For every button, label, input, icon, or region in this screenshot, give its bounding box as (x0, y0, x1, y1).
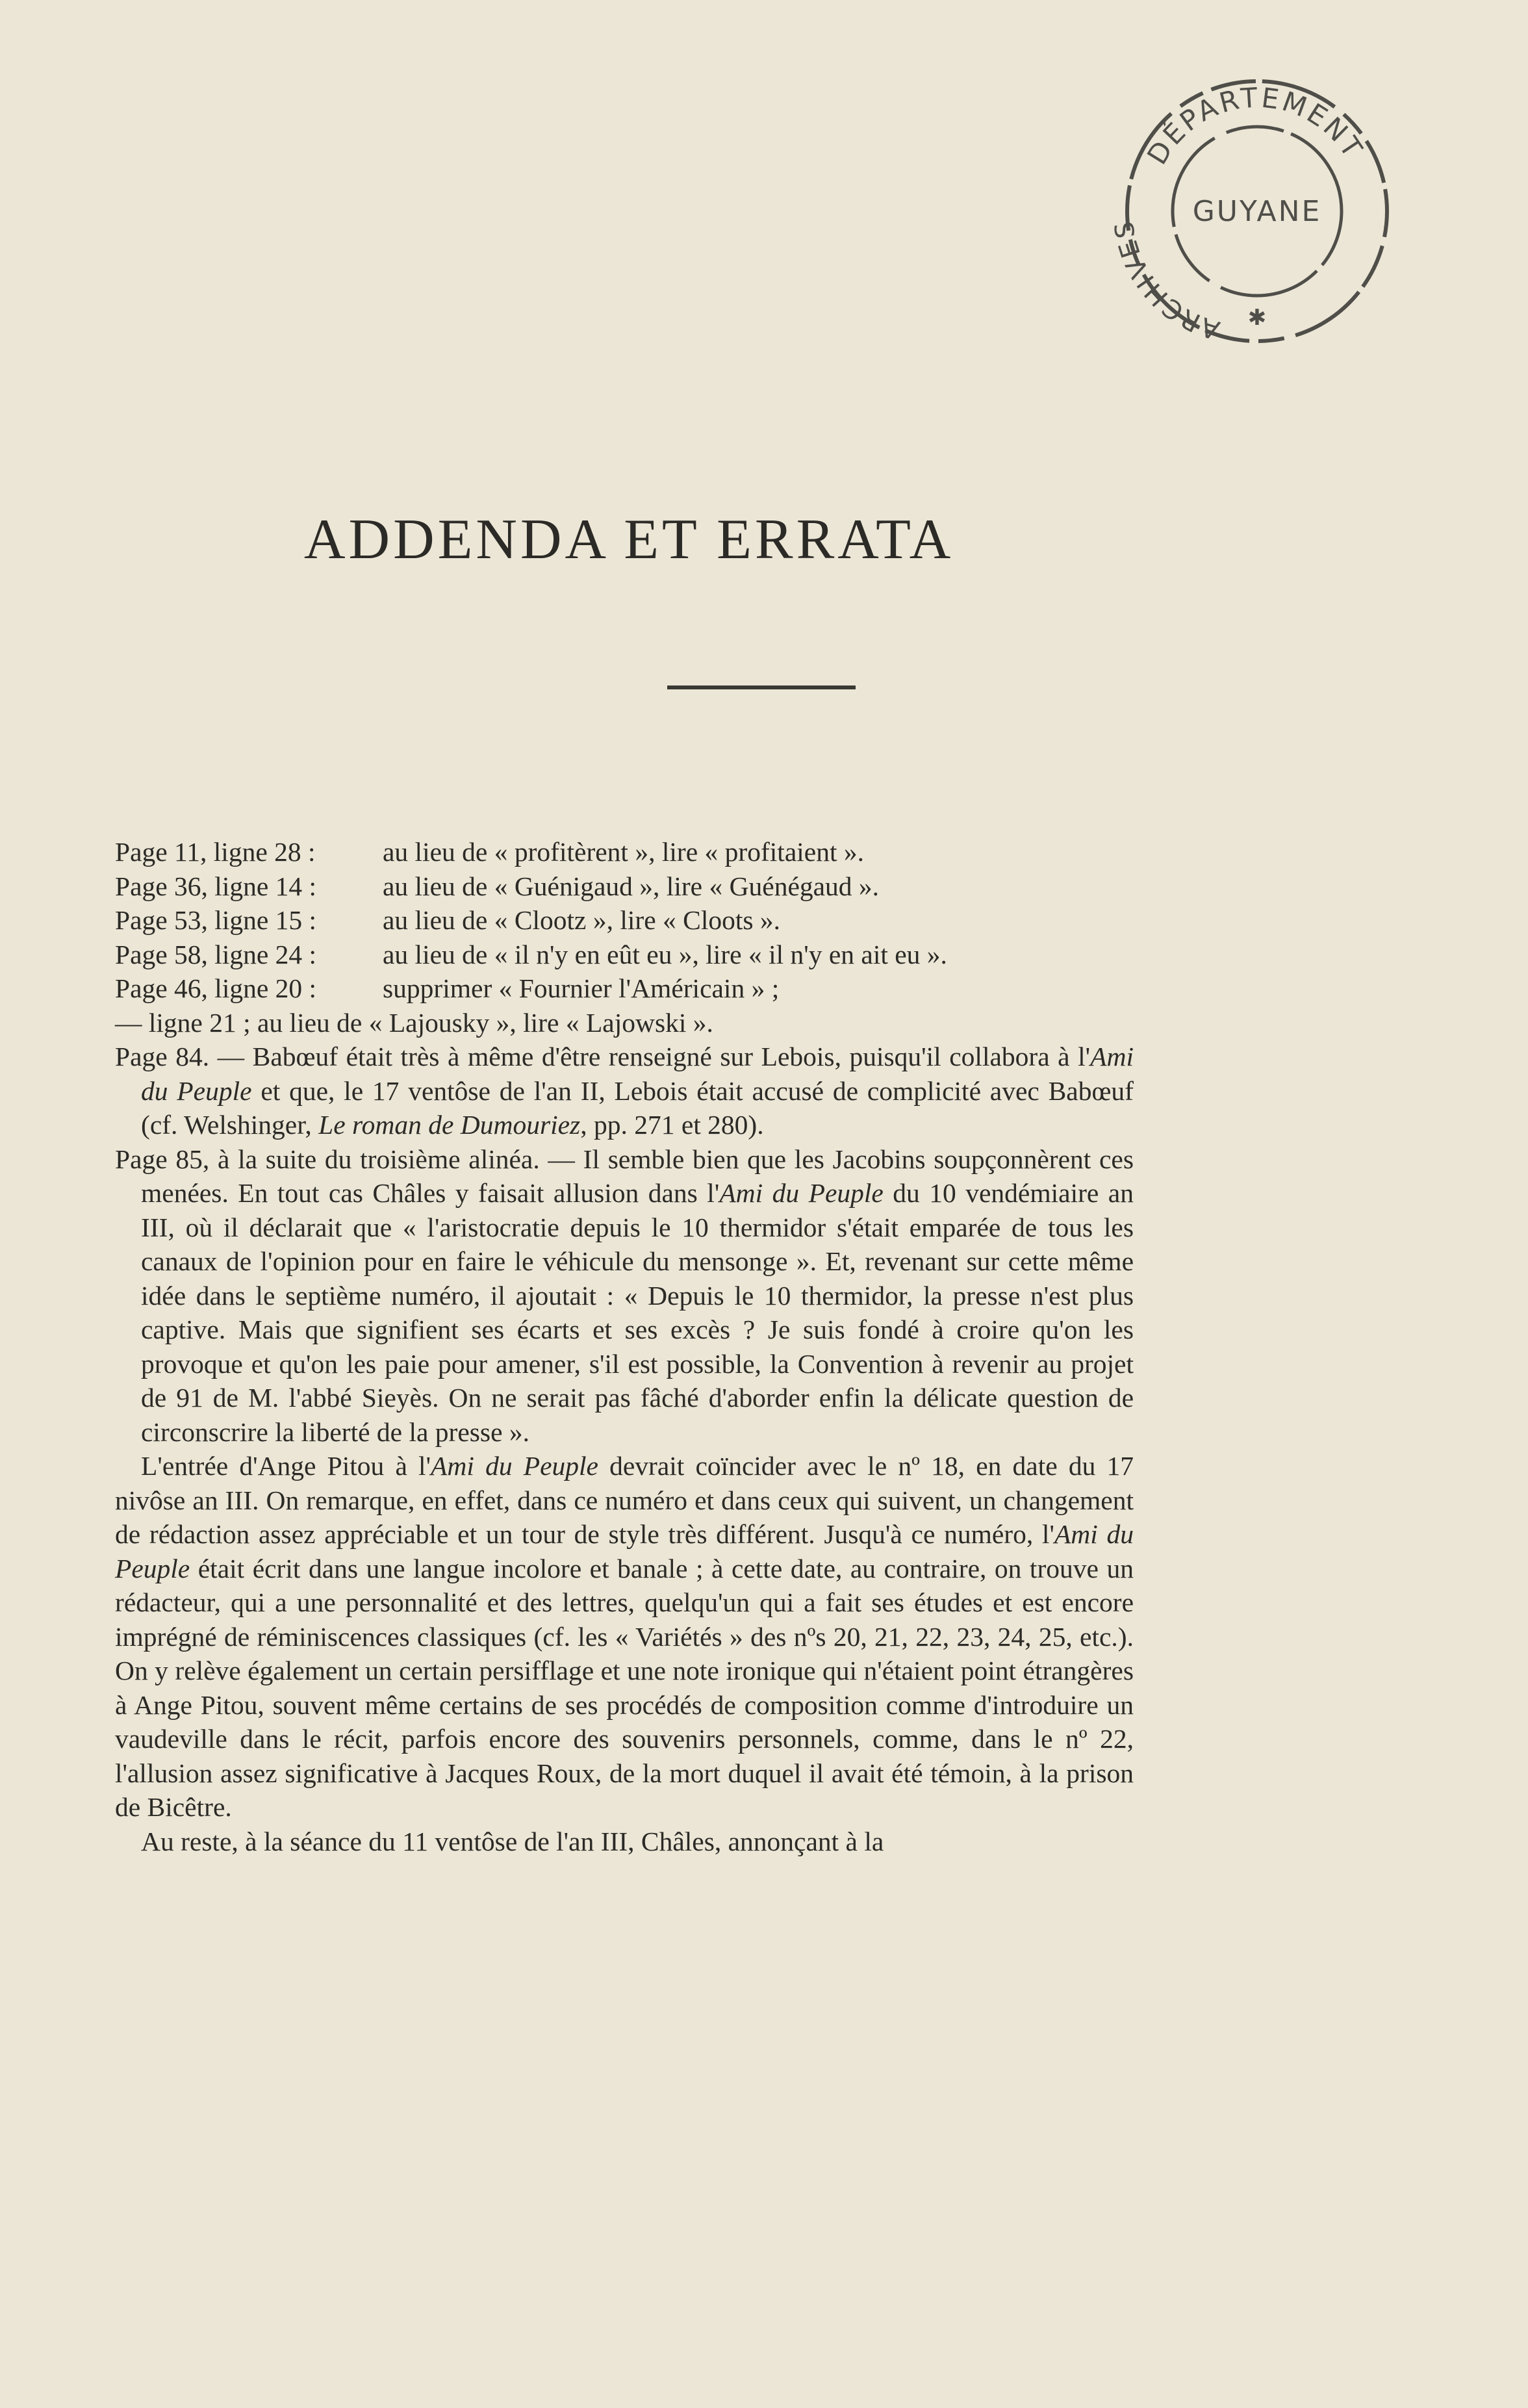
errata-correction: au lieu de « Guénigaud », lire « Guénégaud ». (383, 871, 880, 901)
note-text: Page 85, à la suite du troisième alinéa. — Il semble bien que les Jacobins soupçonnèrent ces menées. En tout cas Châles y faisait allusion dans l' (115, 1144, 1134, 1208)
title-divider (667, 685, 856, 689)
note-text: du 10 vendémiaire an III, où il déclarait que « l'aristocratie depuis le 10 thermidor s'était emparée de tous les canaux de l'opinion pour en faire le véhicule du mensonge ». Et, revenant sur cette même idée dans le septième numéro, il ajoutait : « Depuis le 10 thermidor, la presse n'est plus captive. Mais que signifient ses écarts et ses excès ? Je suis fondé à croire qu'on les provoque et qu'on les paie pour amener, s'il est possible, la Convention à revenir au projet de 91 de M. l'abbé Sieyès. On ne serait pas fâché d'aborder enfin la délicate question de circonscrire la liberté de la presse ». (141, 1178, 1134, 1447)
note-page-85 (115, 1142, 1134, 1450)
errata-correction: au lieu de « il n'y en eût eu », lire « il n'y en ait eu ». (383, 939, 947, 969)
errata-ref: Page 46, ligne 20 : (115, 973, 317, 1003)
paragraph-au-reste: Au reste, à la séance du 11 ventôse de l'an III, Châles, annonçant à la (141, 1826, 884, 1856)
paragraph-text: devrait coïncider avec le nº 18, en date du 17 nivôse an III. On remarque, en effet, dans ce numéro et dans ceux qui suivent, un changement de rédaction assez appréciable et un tour de style très différent. Jusqu'à ce numéro, l' (115, 1451, 1134, 1549)
stamp-top-text: DÉPARTEMENT (1141, 81, 1370, 170)
journal-title: Ami du Peuple (431, 1451, 598, 1481)
journal-title: Ami du Peuple (141, 1042, 1134, 1106)
page-title: ADDENDA ET ERRATA (304, 508, 954, 571)
errata-ref: Page 53, ligne 15 : (115, 905, 317, 935)
stamp-center-text: GUYANE (1192, 195, 1322, 228)
note-text: , pp. 271 et 280). (580, 1110, 764, 1140)
star-icon: ✱ (1247, 305, 1267, 331)
stamp-left-text: ARCHIVES (1109, 218, 1223, 345)
errata-ref: Page 11, ligne 28 : (115, 837, 316, 867)
errata-entry (115, 971, 1134, 1006)
errata-entry (115, 869, 1134, 904)
note-text: Page 84. — Babœuf était très à même d'être renseigné sur Lebois, puisqu'il collabora à l' (115, 1042, 1091, 1071)
errata-correction: supprimer « Fournier l'Américain » ; (383, 973, 780, 1003)
errata-line-21: — ligne 21 ; au lieu de « Lajousky », lire « Lajowski ». (115, 1007, 713, 1038)
note-text: et que, le 17 ventôse de l'an II, Lebois était accusé de complicité avec Babœuf (cf. Welshinger, (141, 1075, 1134, 1140)
svg-text:ARCHIVES (1109, 218, 1223, 345)
paragraph-text: était écrit dans une langue incolore et banale ; à cette date, au contraire, on trouve un rédacteur, qui a une personnalité et des lettres, quelqu'un qui a fait ses études et est encore imprégné de réminiscences classiques (cf. les « Variétés » des nºs 20, 21, 22, 23, 24, 25, etc.). On y relève également un certain persifflage et une note ironique qui n'étaient point étrangères à Ange Pitou, souvent même certains de ses procédés de composition comme d'introduire un vaudeville dans le récit, parfois encore des souvenirs personnels, comme, dans le nº 22, l'allusion assez significative à Jacques Roux, de la mort duquel il avait été témoin, à la prison de Bicêtre. (115, 1553, 1134, 1822)
errata-correction: au lieu de « Clootz », lire « Cloots ». (383, 905, 781, 935)
paragraph-text: L'entrée d'Ange Pitou à l' (141, 1451, 431, 1481)
journal-title: Ami du Peuple (115, 1519, 1134, 1583)
journal-title: Ami du Peuple (719, 1178, 884, 1208)
paragraph-ange-pitou (115, 1449, 1134, 1825)
errata-correction: au lieu de « profitèrent », lire « profitaient ». (383, 837, 864, 867)
errata-entry (115, 835, 1134, 869)
book-title: Le roman de Dumouriez (318, 1110, 581, 1140)
archive-stamp-seal (1104, 58, 1410, 364)
errata-ref: Page 36, ligne 14 : (115, 871, 317, 901)
errata-entry (115, 938, 1134, 972)
errata-body (115, 835, 1134, 1858)
note-page-84 (115, 1040, 1134, 1142)
errata-entry (115, 903, 1134, 938)
errata-ref: Page 58, ligne 24 : (115, 939, 317, 969)
